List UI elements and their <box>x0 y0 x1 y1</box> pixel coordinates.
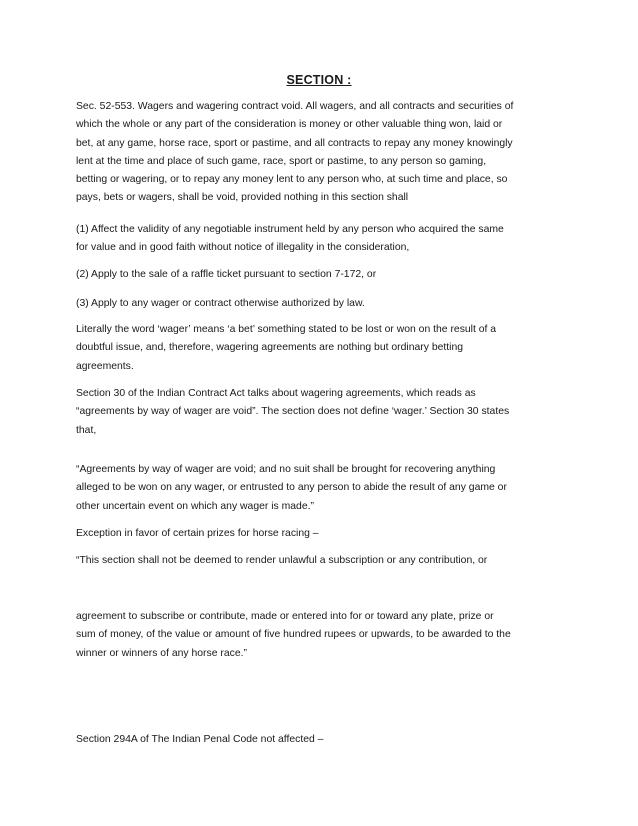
paragraph-quote-2a <box>76 552 566 570</box>
paragraph-quote-1 <box>76 461 566 516</box>
text-line: Exception in favor of certain prizes for horse racing – <box>76 528 319 539</box>
text-line: bet, at any game, horse race, sport or pastime, and all contracts to repay any money knowingly <box>76 137 513 149</box>
text-line: Section 30 of the Indian Contract Act talks about wagering agreements, which reads as <box>76 388 476 399</box>
text-line: agreements. <box>76 360 134 372</box>
paragraph-literally <box>76 321 566 376</box>
text-line: agreement to subscribe or contribute, made or entered into for or toward any plate, prize or <box>76 611 494 622</box>
section-heading: SECTION : <box>286 73 352 87</box>
text-line: other uncertain event on which any wager is made.” <box>76 500 314 512</box>
text-line: alleged to be won on any wager, or entrusted to any person to abide the result of any game or <box>76 482 507 494</box>
text-line: (3) Apply to any wager or contract otherwise authorized by law. <box>76 298 365 309</box>
text-line: pays, bets or wagers, shall be void, provided nothing in this section shall <box>76 192 409 204</box>
text-line: sum of money, of the value or amount of five hundred rupees or upwards, to be awarded to the <box>76 629 511 641</box>
text-line: (2) Apply to the sale of a raffle ticket pursuant to section 7-172, or <box>76 269 377 280</box>
text-line: winner or winners of any horse race.” <box>76 647 247 659</box>
text-line: Section 294A of The Indian Penal Code not affected – <box>76 734 324 745</box>
paragraph-quote-2b <box>76 608 566 663</box>
text-line: doubtful issue, and, therefore, wagering agreements are nothing but ordinary betting <box>76 342 464 354</box>
text-line: Sec. 52-553. Wagers and wagering contract void. All wagers, and all contracts and securities of <box>76 101 514 112</box>
text-line: Literally the word ‘wager’ means ‘a bet’ something stated to be lost or won on the result of a <box>76 324 497 335</box>
text-line: “This section shall not be deemed to render unlawful a subscription or any contribution, or <box>76 555 488 566</box>
text-line: that, <box>76 424 97 436</box>
paragraph-section-294a <box>76 731 566 749</box>
text-line: lent at the time and place of such game, race, sport or pastime, to any person so gaming, <box>76 155 487 167</box>
paragraph-section-30 <box>76 385 566 440</box>
paragraph-item-3 <box>76 295 566 313</box>
text-line: which the whole or any part of the consideration is money or other valuable thing won, laid or <box>76 119 503 131</box>
text-line: “agreements by way of wager are void”. The section does not define ‘wager.’ Section 30 states <box>76 406 510 418</box>
text-line: for value and in good faith without notice of illegality in the consideration, <box>76 242 410 254</box>
paragraph-item-2 <box>76 266 566 284</box>
text-line: (1) Affect the validity of any negotiable instrument held by any person who acquired the same <box>76 224 504 235</box>
paragraph-exception <box>76 525 566 543</box>
paragraph-sec-52-553 <box>76 98 566 208</box>
text-line: betting or wagering, or to repay any money lent to any person who, at such time and place, so <box>76 174 508 186</box>
text-line: “Agreements by way of wager are void; and no suit shall be brought for recovering anything <box>76 464 496 475</box>
paragraph-item-1 <box>76 221 566 258</box>
